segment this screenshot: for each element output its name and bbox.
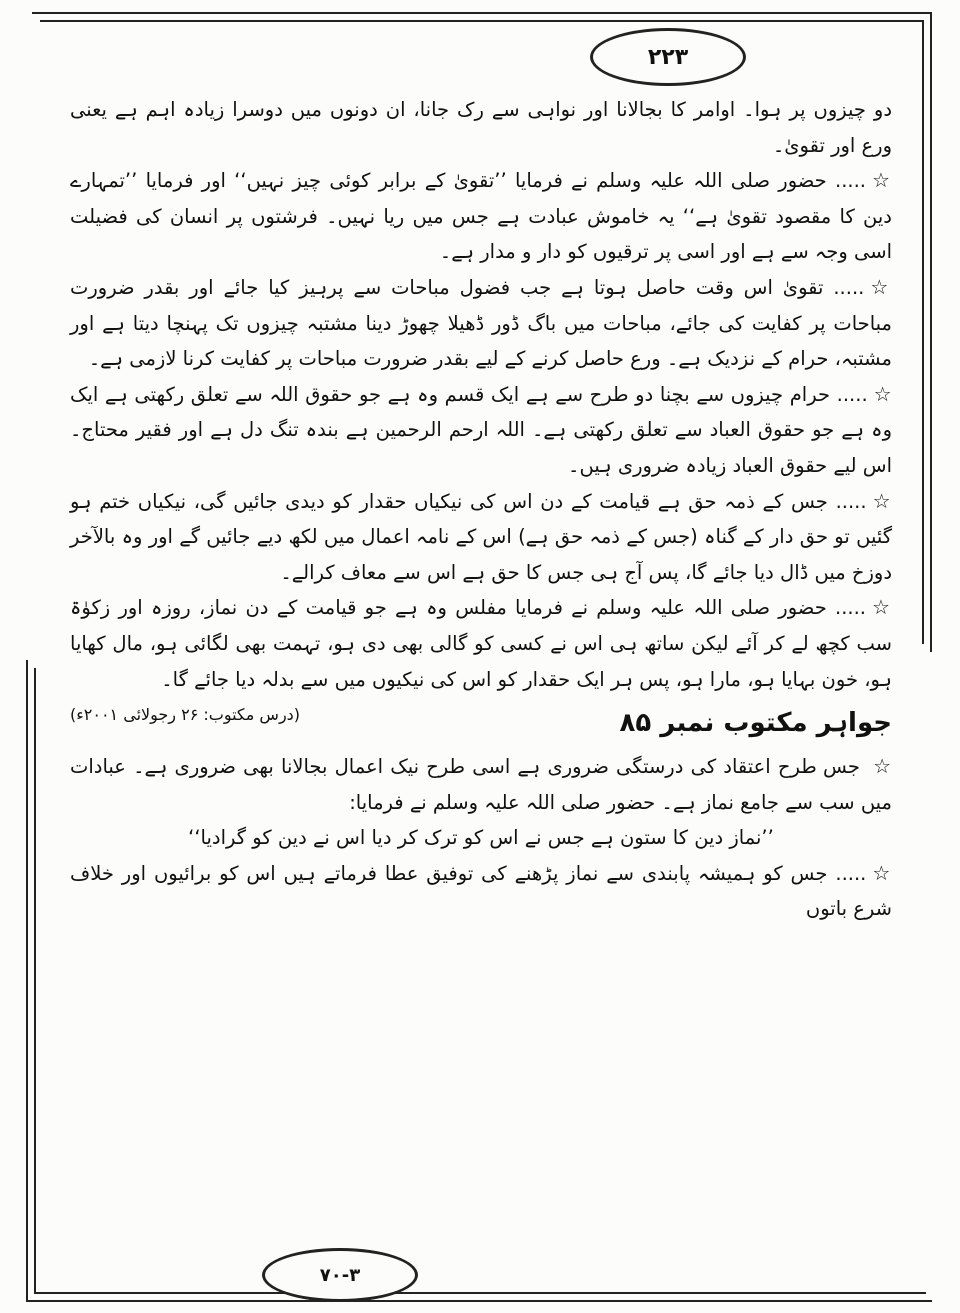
ellipsis: ..... (835, 861, 867, 885)
paragraph-text: جس کے ذمہ حق ہے قیامت کے دن اس کی نیکیاں حقدار کو دیدی جائیں گی، نیکیاں ختم ہو گئیں تو حق دار کے گناہ (جس کے ذمہ حق ہے) اس کے نامہ اعمال میں لکھ دیے جائیں گے اور وہ بالآخر دوزخ میں ڈال دیا جائے گا، پس آج ہی جس کا حق ہے اس سے معاف کرالے۔ (70, 489, 892, 584)
page-number-top: ۲۲۳ (590, 28, 746, 86)
paragraph-1 (70, 92, 892, 163)
star-icon: ☆ (873, 381, 892, 406)
star-icon: ☆ (870, 274, 893, 299)
paragraph-text: دو چیزوں پر ہوا۔ اوامر کا بجالانا اور نواہی سے رک جانا، ان دونوں میں دوسرا زیادہ اہم ہے یعنی ورع اور تقویٰ۔ (70, 98, 892, 157)
paragraph-text: جس طرح اعتقاد کی درستگی ضروری ہے اسی طرح نیک اعمال بجالانا بھی ضروری ہے۔ عبادات میں سب سے جامع نماز ہے۔ حضور صلی اللہ علیہ وسلم نے فرمایا: (70, 755, 892, 814)
ellipsis: ..... (835, 489, 867, 513)
paragraph-text: حضور صلی اللہ علیہ وسلم نے فرمایا مفلس وہ ہے جو قیامت کے دن نماز، روزہ اور زکوٰۃ سب کچھ لے کر آئے لیکن ساتھ ہی اس نے کسی کو گالی بھی دی ہو، تہمت بھی لگائی ہو، مال کھایا ہو، خون بہایا ہو، مارا ہو، پس ہر ایک حقدار کو اس کی نیکیوں میں سے بدلہ دیا جائے گا۔ (70, 596, 892, 691)
paragraph-5 (70, 484, 892, 591)
ellipsis: ..... (833, 275, 865, 299)
paragraph-4 (70, 377, 892, 484)
paragraph-2 (70, 163, 892, 270)
paragraph-7 (70, 749, 892, 820)
ellipsis: ..... (835, 596, 867, 620)
paragraph-text: جس کو ہمیشہ پابندی سے نماز پڑھنے کی توفیق عطا فرماتے ہیں اس کو برائیوں اور خلاف شرع باتوں (70, 861, 892, 921)
paragraph-text: تقویٰ اس وقت حاصل ہوتا ہے جب فضول مباحات سے پرہیز کیا جائے اور بقدر ضرورت مباحات پر کفایت کی جائے، مباحات میں باگ ڈور ڈھیلا چھوڑ دینا مشتبہ چیزوں تک پہنچا دیتا ہے اور مشتبہ، حرام کے نزدیک ہے۔ ورع حاصل کرنے کے لیے بقدر ضرورت مباحات پر کفایت کرنا لازمی ہے۔ (70, 275, 892, 371)
star-icon: ☆ (872, 860, 893, 885)
star-icon: ☆ (873, 754, 892, 779)
paragraph-3 (70, 270, 892, 377)
page-body (70, 92, 892, 927)
paragraph-8 (70, 856, 892, 927)
section-heading: جواہر مکتوب نمبر ۸۵ (619, 708, 892, 739)
star-icon: ☆ (872, 595, 892, 620)
hadith-quote: ’’نماز دین کا ستون ہے جس نے اس کو ترک کر دیا اس نے دین کو گرادیا‘‘ (188, 826, 774, 850)
ellipsis: ..... (836, 382, 868, 406)
paragraph-text: حضور صلی اللہ علیہ وسلم نے فرمایا ’’تقویٰ کے برابر کوئی چیز نہیں‘‘ اور فرمایا ’’تمہارے دین کا مقصود تقویٰ ہے‘‘ یہ خاموش عبادت ہے جس میں ریا نہیں۔ فرشتوں پر انسان کی فضیلت اسی وجہ سے ہے اور اسی پر ترقیوں کو دار و مدار ہے۔ (70, 169, 892, 264)
paragraph-text: حرام چیزوں سے بچنا دو طرح سے ہے ایک قسم وہ ہے جو حقوق اللہ سے تعلق رکھتی ہے ایک وہ ہے جو حقوق العباد سے تعلق رکھتی ہے۔ اللہ ارحم الرحمین ہے بندہ تنگ دل ہے اور فقیر محتاج۔ اس لیے حقوق العباد زیادہ ضروری ہیں۔ (70, 382, 892, 477)
source-reference: (درس مکتوب: ۲۶ رجولائی ۲۰۰۱ء) (70, 705, 301, 725)
star-icon: ☆ (872, 488, 893, 513)
star-icon: ☆ (872, 168, 892, 193)
ellipsis: ..... (835, 169, 866, 193)
page-number-bottom: ۷۰-۳ (262, 1248, 418, 1302)
